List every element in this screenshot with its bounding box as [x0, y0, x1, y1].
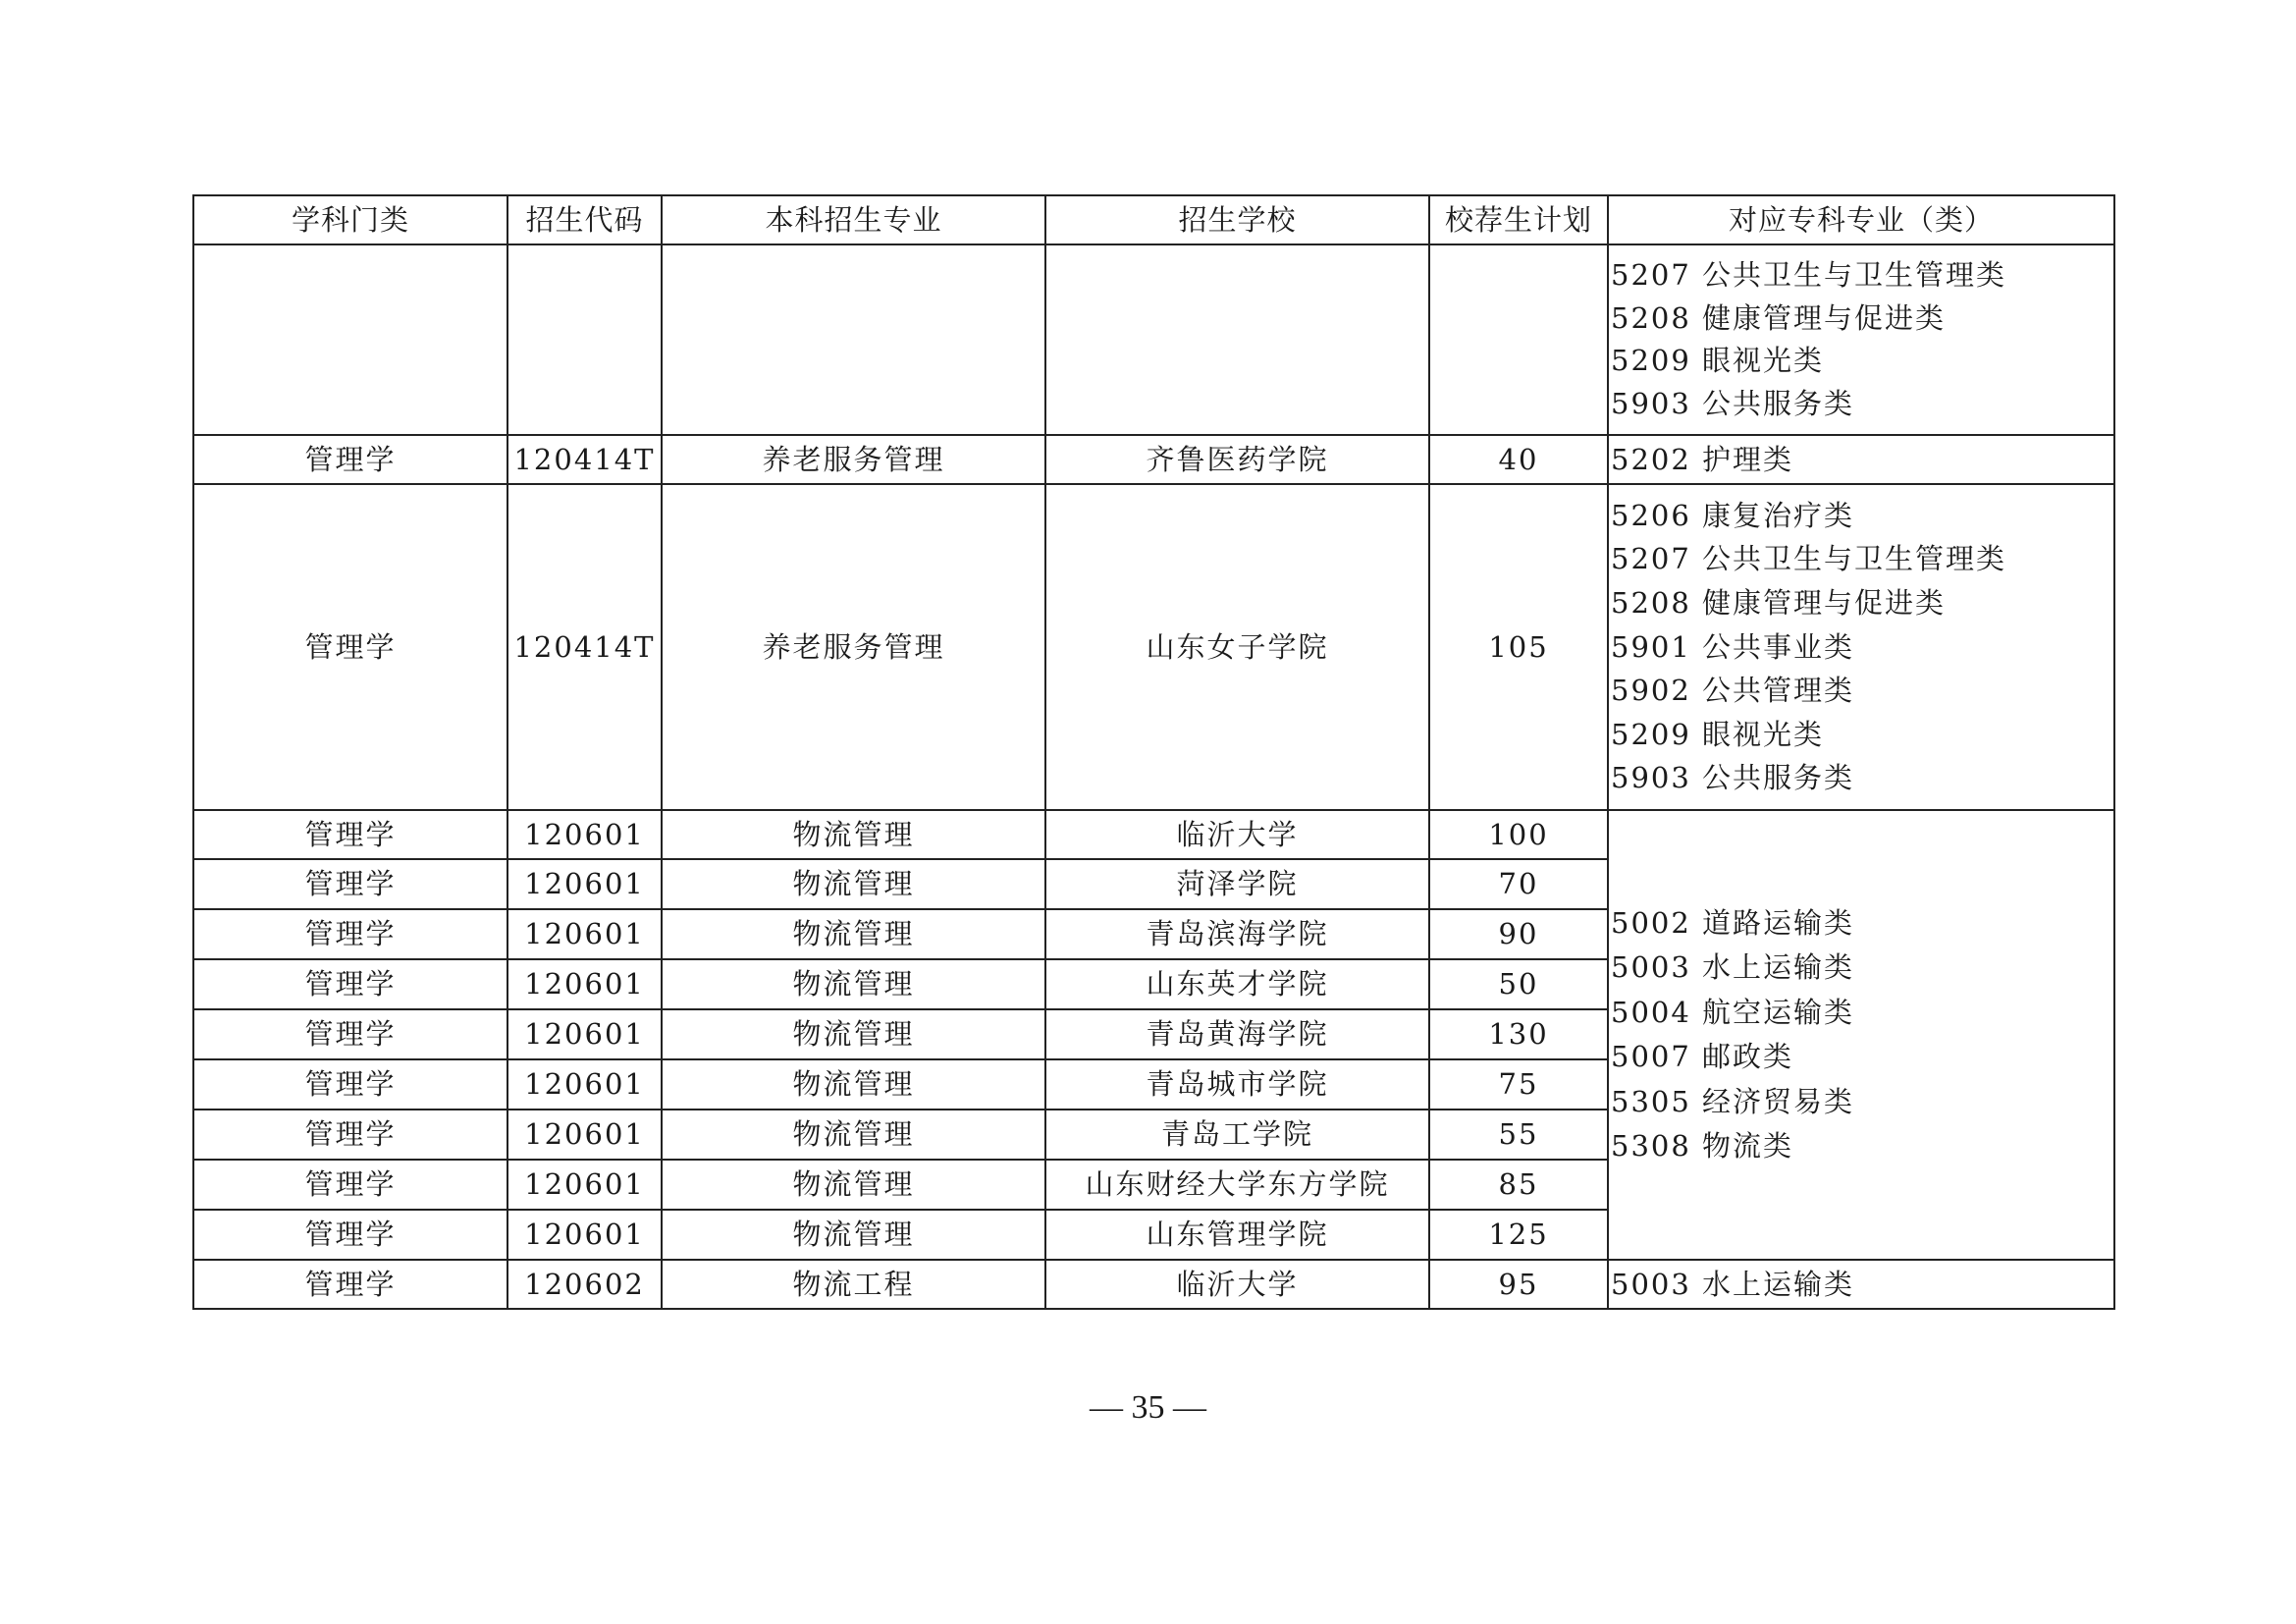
cell-school: 青岛工学院 — [1045, 1110, 1429, 1160]
cell-school: 临沂大学 — [1045, 810, 1429, 859]
cell-category: 管理学 — [193, 909, 507, 959]
vocational-major-item: 5007 邮政类 — [1611, 1040, 1794, 1074]
table-row — [193, 1260, 2114, 1309]
header-code: 招生代码 — [507, 195, 662, 244]
header-school: 招生学校 — [1045, 195, 1429, 244]
vocational-major-item: 5002 道路运输类 — [1611, 905, 1855, 940]
cell-plan: 105 — [1429, 484, 1608, 810]
cell-category: 管理学 — [193, 810, 507, 859]
cell-code: 120601 — [507, 959, 662, 1009]
cell-vocational-majors — [1608, 484, 2114, 810]
cell-major: 物流管理 — [662, 1210, 1045, 1260]
vocational-major-item: 5209 眼视光类 — [1611, 344, 1825, 378]
vocational-major-item: 5901 公共事业类 — [1611, 629, 1855, 664]
cell-major: 物流管理 — [662, 1110, 1045, 1160]
cell-vocational-majors — [1608, 435, 2114, 484]
cell-vocational-majors — [1608, 244, 2114, 435]
cell-vocational-majors — [1608, 1260, 2114, 1309]
cell-plan: 50 — [1429, 959, 1608, 1009]
cell-code: 120414T — [507, 435, 662, 484]
cell-code: 120601 — [507, 1110, 662, 1160]
vocational-major-item: 5902 公共管理类 — [1611, 674, 1855, 708]
vocational-major-item: 5207 公共卫生与卫生管理类 — [1611, 257, 2007, 292]
cell-school: 齐鲁医药学院 — [1045, 435, 1429, 484]
cell-code: 120601 — [507, 909, 662, 959]
table-row-continuation — [193, 244, 2114, 435]
cell-major: 物流管理 — [662, 1009, 1045, 1059]
vocational-major-item: 5003 水上运输类 — [1611, 950, 1855, 985]
cell-major: 养老服务管理 — [662, 484, 1045, 810]
vocational-major-item: 5903 公共服务类 — [1611, 761, 1855, 795]
cell-category: 管理学 — [193, 859, 507, 909]
cell-category: 管理学 — [193, 1059, 507, 1110]
cell-category: 管理学 — [193, 435, 507, 484]
vocational-major-item: 5903 公共服务类 — [1611, 387, 1855, 421]
vocational-major-item: 5207 公共卫生与卫生管理类 — [1611, 542, 2007, 576]
cell-school: 青岛城市学院 — [1045, 1059, 1429, 1110]
cell-school: 山东英才学院 — [1045, 959, 1429, 1009]
cell-major: 物流管理 — [662, 1160, 1045, 1210]
table-row — [193, 435, 2114, 484]
cell-plan: 130 — [1429, 1009, 1608, 1059]
cell-plan: 85 — [1429, 1160, 1608, 1210]
cell-category: 管理学 — [193, 1210, 507, 1260]
cell-major: 养老服务管理 — [662, 435, 1045, 484]
vocational-major-item: 5202 护理类 — [1611, 442, 1794, 476]
cell-school: 山东财经大学东方学院 — [1045, 1160, 1429, 1210]
vocational-major-item: 5209 眼视光类 — [1611, 717, 1825, 751]
cell-plan: 75 — [1429, 1059, 1608, 1110]
cell-plan: 125 — [1429, 1210, 1608, 1260]
cell-school — [1045, 244, 1429, 435]
cell-category: 管理学 — [193, 484, 507, 810]
vocational-major-item: 5003 水上运输类 — [1611, 1267, 1855, 1301]
cell-plan — [1429, 244, 1608, 435]
vocational-major-item: 5004 航空运输类 — [1611, 995, 1855, 1029]
cell-school: 山东管理学院 — [1045, 1210, 1429, 1260]
cell-school: 青岛黄海学院 — [1045, 1009, 1429, 1059]
cell-code: 120602 — [507, 1260, 662, 1309]
cell-category — [193, 244, 507, 435]
cell-major: 物流管理 — [662, 1059, 1045, 1110]
cell-code: 120601 — [507, 1210, 662, 1260]
table-row — [193, 484, 2114, 810]
cell-code: 120601 — [507, 1059, 662, 1110]
cell-plan: 90 — [1429, 909, 1608, 959]
cell-code: 120601 — [507, 810, 662, 859]
header-plan: 校荐生计划 — [1429, 195, 1608, 244]
cell-plan: 40 — [1429, 435, 1608, 484]
vocational-major-item: 5206 康复治疗类 — [1611, 498, 1855, 532]
header-vocational-majors: 对应专科专业（类） — [1608, 195, 2114, 244]
page-number: — 35 — — [1090, 1389, 1206, 1426]
cell-category: 管理学 — [193, 959, 507, 1009]
cell-major: 物流管理 — [662, 959, 1045, 1009]
cell-school: 青岛滨海学院 — [1045, 909, 1429, 959]
header-major: 本科招生专业 — [662, 195, 1045, 244]
cell-code: 120601 — [507, 1009, 662, 1059]
cell-code: 120601 — [507, 859, 662, 909]
cell-major: 物流管理 — [662, 810, 1045, 859]
cell-plan: 55 — [1429, 1110, 1608, 1160]
cell-category: 管理学 — [193, 1110, 507, 1160]
vocational-major-item: 5208 健康管理与促进类 — [1611, 300, 1947, 335]
cell-category: 管理学 — [193, 1160, 507, 1210]
cell-code — [507, 244, 662, 435]
cell-major: 物流工程 — [662, 1260, 1045, 1309]
cell-plan: 100 — [1429, 810, 1608, 859]
vocational-major-item: 5208 健康管理与促进类 — [1611, 585, 1947, 620]
cell-code: 120414T — [507, 484, 662, 810]
cell-major: 物流管理 — [662, 859, 1045, 909]
cell-major — [662, 244, 1045, 435]
cell-school: 山东女子学院 — [1045, 484, 1429, 810]
cell-plan: 95 — [1429, 1260, 1608, 1309]
table-header-row — [193, 195, 2114, 244]
cell-vocational-majors — [1608, 810, 2114, 1260]
cell-school: 临沂大学 — [1045, 1260, 1429, 1309]
vocational-major-item: 5305 经济贸易类 — [1611, 1084, 1855, 1118]
cell-school: 菏泽学院 — [1045, 859, 1429, 909]
cell-category: 管理学 — [193, 1260, 507, 1309]
vocational-major-item: 5308 物流类 — [1611, 1129, 1794, 1164]
enrollment-table — [192, 194, 2115, 1310]
cell-major: 物流管理 — [662, 909, 1045, 959]
cell-code: 120601 — [507, 1160, 662, 1210]
table-row — [193, 810, 2114, 859]
cell-plan: 70 — [1429, 859, 1608, 909]
cell-category: 管理学 — [193, 1009, 507, 1059]
header-category: 学科门类 — [193, 195, 507, 244]
